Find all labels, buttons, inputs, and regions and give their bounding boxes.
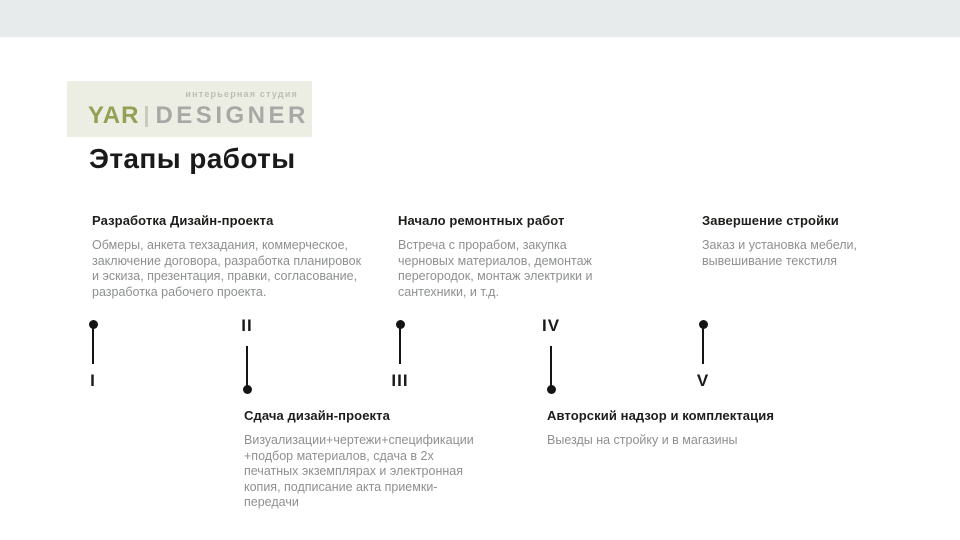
marker-dot-icon bbox=[547, 385, 556, 394]
stage-heading: Авторский надзор и комплектация bbox=[547, 408, 775, 423]
marker-numeral: IV bbox=[541, 316, 561, 335]
logo-brand-secondary: DESIGNER bbox=[155, 102, 309, 129]
marker-stem bbox=[246, 346, 248, 388]
marker-numeral: II bbox=[241, 316, 253, 335]
stage-description: Выезды на стройку и в магазины bbox=[547, 433, 738, 447]
stage-heading: Завершение стройки bbox=[702, 213, 839, 228]
stage-description: Визуализации+чертежи+спецификации+подбор материалов, сдача в 2х печатных экземплярах и электронная копия, подписание акта приемки-передачи bbox=[244, 433, 474, 509]
logo-brand-primary: YAR bbox=[88, 102, 140, 129]
stage-block-5 bbox=[702, 213, 902, 269]
logo-divider bbox=[145, 106, 148, 127]
stage-block-3 bbox=[398, 213, 612, 300]
marker-numeral: I bbox=[90, 371, 96, 390]
stage-block-1 bbox=[92, 213, 364, 300]
marker-stem bbox=[702, 325, 704, 364]
marker-stem bbox=[399, 325, 401, 364]
stage-block-2 bbox=[244, 408, 474, 511]
marker-numeral: III bbox=[391, 371, 409, 390]
stage-heading: Начало ремонтных работ bbox=[398, 213, 565, 228]
stage-block-4 bbox=[547, 408, 817, 449]
logo-tagline: интерьерная студия bbox=[185, 89, 298, 99]
stage-description: Встреча с прорабом, закупка черновых материалов, демонтаж перегородок, монтаж электрики и сантехники, и т.д. bbox=[398, 238, 593, 299]
stage-description: Заказ и установка мебели, вывешивание текстиля bbox=[702, 238, 857, 268]
marker-stem bbox=[550, 346, 552, 388]
timeline-photo-strip bbox=[93, 347, 960, 371]
marker-numeral: V bbox=[696, 371, 710, 390]
studio-logo bbox=[67, 81, 312, 137]
stage-heading: Сдача дизайн-проекта bbox=[244, 408, 390, 423]
marker-stem bbox=[92, 325, 94, 364]
logo-brand bbox=[88, 102, 309, 130]
stage-heading: Разработка Дизайн-проекта bbox=[92, 213, 274, 228]
page-title: Этапы работы bbox=[89, 143, 296, 174]
window-top-band bbox=[0, 0, 960, 37]
marker-dot-icon bbox=[243, 385, 252, 394]
stage-description: Обмеры, анкета техзадания, коммерческое, заключение договора, разработка планировок и эскиза, презентация, правки, согласование, разработка рабочего проекта. bbox=[92, 238, 362, 299]
